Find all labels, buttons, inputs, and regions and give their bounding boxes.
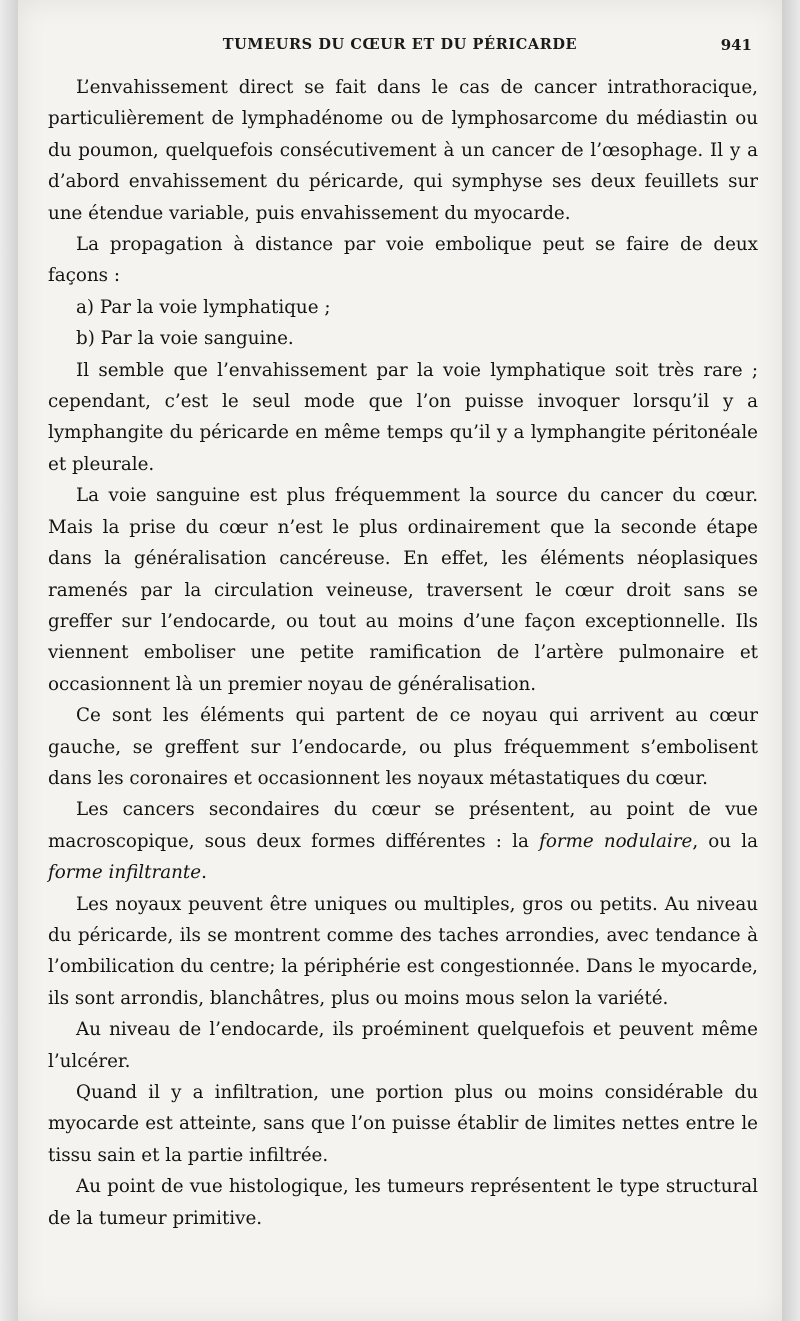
left-page-edge xyxy=(0,0,18,1321)
book-page xyxy=(18,0,782,1321)
body-text xyxy=(48,72,758,1234)
list-item-blood: b) Par la voie sanguine. xyxy=(76,328,294,350)
text-segment: Les cancers secondaires du cœur se présentent, au point de vue macroscopique, sous deux formes différentes : la xyxy=(48,799,758,852)
paragraph-blood-route: La voie sanguine est plus fréquemment la source du cancer du cœur. Mais la prise du cœur n’est le plus ordinairement que la seconde étape dans la généralisation cancéreuse. En effet, les éléments néoplasiques ramenés par la circulation veineuse, traversent le cœur droit sans se greffer sur l’endocarde, ou tout au moins d’une façon exceptionnelle. Ils viennent emboliser une petite ramification de l’artère pulmonaire et occasionnent là un premier noyau de généralisation. xyxy=(48,485,758,695)
paragraph-endocardium: Au niveau de l’endocarde, ils proéminent quelquefois et peuvent même l’ulcérer. xyxy=(48,1019,758,1072)
paragraph-histology: Au point de vue histologique, les tumeurs représentent le type structural de la tumeur primitive. xyxy=(48,1176,758,1229)
page-header xyxy=(48,36,752,58)
paragraph-direct-invasion: L’envahissement direct se fait dans le cas de cancer intrathoracique, particulièrement de lymphadénome ou de lymphosarcome du médiastin ou du poumon, quelquefois consécutivement à un cancer de l’œsophage. Il y a d’abord envahissement du péricarde, qui symphyse ses deux feuillets sur une étendue variable, puis envahissement du myocarde. xyxy=(48,77,758,224)
paragraph-embolic-propagation: La propagation à distance par voie embolique peut se faire de deux façons : xyxy=(48,234,758,287)
text-segment: , ou la xyxy=(692,830,758,852)
paragraph-secondary-forms xyxy=(48,794,758,888)
paragraph-lymphatic-route: Il semble que l’envahissement par la voie lymphatique soit très rare ; cependant, c’est le seul mode que l’on puisse invoquer lorsqu’il y a lymphangite du péricarde en même temps qu’il y a lymphangite péritonéale et pleurale. xyxy=(48,359,758,475)
text-segment: . xyxy=(201,862,207,884)
right-page-edge xyxy=(782,0,800,1321)
list-item-lymphatic: a) Par la voie lymphatique ; xyxy=(76,296,331,318)
paragraph-nodules: Les noyaux peuvent être uniques ou multiples, gros ou petits. Au niveau du péricarde, ils se montrent comme des taches arrondies, avec tendance à l’ombilication du centre; la périphérie est congestionnée. Dans le myocarde, ils sont arrondis, blanchâtres, plus ou moins mous selon la variété. xyxy=(48,893,758,1009)
paragraph-infiltration: Quand il y a infiltration, une portion plus ou moins considérable du myocarde est atteinte, sans que l’on puisse établir de limites nettes entre le tissu sain et la partie infiltrée. xyxy=(48,1082,758,1166)
paragraph-left-heart: Ce sont les éléments qui partent de ce noyau qui arrivent au cœur gauche, se greffent sur l’endocarde, ou plus fréquemment s’embolisent dans les coronaires et occasionnent les noyaux métastatiques du cœur. xyxy=(48,705,758,789)
italic-term-infiltrating: forme infiltrante xyxy=(48,862,202,884)
page-number: 941 xyxy=(720,36,752,54)
running-title: TUMEURS DU CŒUR ET DU PÉRICARDE xyxy=(222,36,578,53)
italic-term-nodular: forme nodulaire xyxy=(539,830,693,852)
